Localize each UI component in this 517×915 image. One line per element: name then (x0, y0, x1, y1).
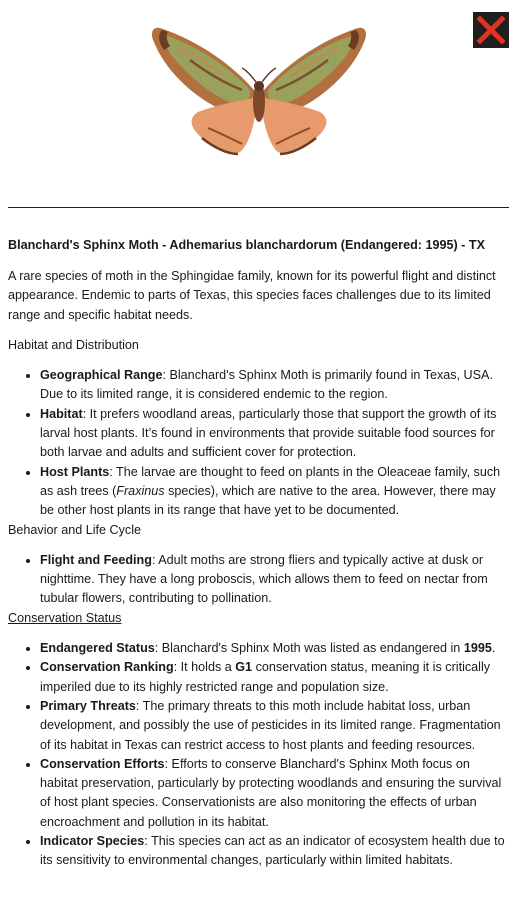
list-item (40, 551, 510, 609)
item-text: species), which are native to the area. However, there may be other host plants in its range that have yet to be documented. (40, 483, 496, 518)
close-x-icon (473, 12, 509, 48)
item-text: : The larvae are thought to feed on plants in the Oleaceae family, such as ash trees ( (40, 464, 501, 498)
list-item (40, 405, 510, 463)
list-item (40, 697, 510, 755)
item-text: : It holds a (173, 660, 236, 675)
list-item (40, 832, 510, 871)
moth-image (150, 20, 368, 160)
item-label: Geographical Range (40, 368, 163, 383)
section-heading-habitat: Habitat and Distribution (8, 337, 139, 352)
list-item (40, 755, 510, 832)
item-bold: 1995 (463, 641, 492, 656)
item-label: Habitat (40, 406, 83, 421)
item-label: Flight and Feeding (40, 552, 152, 567)
item-text: : Adult moths are strong fliers and typically active at dusk or nighttime. They have a long proboscis, which allows them to feed on nectar from tubular flowers, contributing to pollination. (40, 552, 488, 606)
divider (8, 207, 509, 208)
item-label: Endangered Status (40, 641, 155, 656)
item-text: conservation status, meaning it is critically imperiled due to its highly restricted range and population size. (40, 660, 491, 694)
intro-paragraph: A rare species of moth in the Sphingidae family, known for its powerful flight and distinct appearance. Endemic to parts of Texas, this species faces challenges due to its limited range and specific habitat needs. (8, 269, 496, 322)
item-label: Conservation Ranking (40, 660, 174, 675)
habitat-list (8, 366, 510, 520)
item-label: Primary Threats (40, 698, 136, 713)
behavior-list (8, 551, 510, 609)
species-article (8, 236, 510, 871)
list-item (40, 463, 510, 521)
item-bold: G1 (235, 660, 253, 675)
section-heading-behavior: Behavior and Life Cycle (8, 522, 142, 537)
list-item (40, 366, 510, 405)
close-button[interactable] (473, 12, 509, 48)
item-italic: Fraxinus (116, 483, 165, 498)
section-heading-conservation: Conservation Status (8, 610, 122, 625)
item-text: : Efforts to conserve Blanchard's Sphinx Moth focus on habitat preservation, particularly by protecting woodlands and ensuring the survival of host plant species. Conservationists are also monitoring the effects of urban encroachment and pollution in its habitat. (40, 756, 502, 829)
species-title: Blanchard's Sphinx Moth - Adhemarius blanchardorum (Endangered: 1995) - TX (8, 238, 485, 252)
list-item (40, 658, 510, 697)
item-label: Conservation Efforts (40, 756, 165, 771)
item-text: : Blanchard's Sphinx Moth was listed as endangered in (154, 641, 464, 656)
item-text: : The primary threats to this moth include habitat loss, urban development, and possibly the use of pesticides in its limited range. Fragmentation of its habitat in Texas can restrict access to host plants and feeding resources. (40, 698, 501, 752)
item-text: : This species can act as an indicator of ecosystem health due to its sensitivity to environmental changes, particularly within limited habitats. (40, 834, 505, 868)
conservation-list (8, 639, 510, 871)
list-item (40, 639, 510, 658)
item-text: : Blanchard's Sphinx Moth is primarily found in Texas, USA. Due to its limited range, it is considered endemic to the region. (40, 368, 493, 402)
item-text: . (491, 641, 496, 656)
item-text: : It prefers woodland areas, particularly those that support the growth of its larval host plants. It’s found in environments that provide suitable food sources for both larvae and adults and sufficient cover for protection. (40, 406, 497, 460)
item-label: Indicator Species (40, 834, 145, 849)
item-label: Host Plants (40, 464, 110, 479)
hero-area (0, 0, 517, 200)
